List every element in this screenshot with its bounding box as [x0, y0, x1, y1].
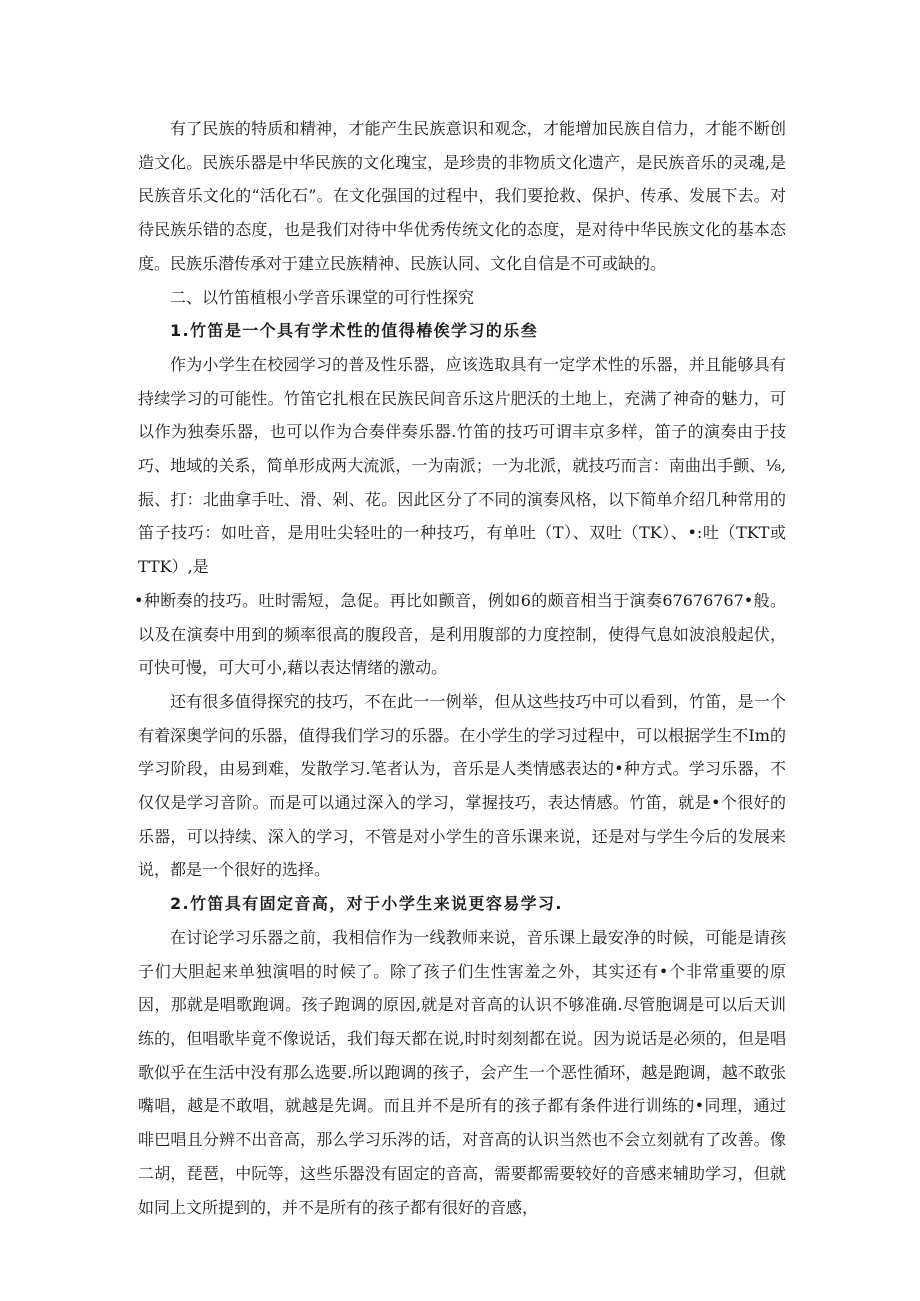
document-body [134, 112, 786, 1224]
subsection-title: .竹笛是一个具有学术性的值得椿俟学习的乐叁 [182, 321, 539, 341]
subsection-number: 1 [170, 321, 183, 341]
paragraph-dizi-techniques: 作为小学生在校园学习的普及性乐器，应该选取具有一定学术性的乐器，并且能够具有持续学习的可能性。竹笛它扎根在民族民间音乐这片肥沃的土地上，充满了神奇的魅力，可以作为独奏乐器，也可以作为合奏伴奏乐器.竹笛的技巧可谓丰京多样，笛子的演奏由于技巧、地域的关系，简单形成两大流派，一为南派；一为北派，就技巧而言：南曲出手颤、⅛,振、打：北曲拿手吐、滑、剁、花。因此区分了不同的演奏风格，以下简单介绍几种常用的笛子技巧：如吐音，是用吐尖轻吐的一种技巧，有单吐（T）、双吐（TK）、•:吐（TKT或TTK）,是 [138, 354, 786, 577]
subsection-title: .竹笛具有固定音高，对于小学生来说更容易学习. [182, 894, 563, 914]
paragraph-dizi-study: 还有很多值得探究的技巧，不在此一一例举，但从这些技巧中可以看到，竹笛，是一个有着深奥学问的乐器，值得我们学习的乐器。在小学生的学习过程中，可以根据学生不Im的学习阶段，由易到难，发散学习.笔者认为，音乐是人类情感表达的•种方式。学习乐器，不仅仅是学习音阶。而是可以通过深入的学习，掌握技巧，表达情感。竹笛，就是•个很好的乐器，可以持续、深入的学习，不管是对小学生的音乐课来说，还是对与学生今后的发展来说，都是一个很好的选择。 [138, 691, 786, 880]
section-heading-2: 二、以竹笛植根小学音乐课堂的可行性探究 [170, 287, 475, 307]
paragraph-fixed-pitch: 在讨论学习乐器之前，我相信作为一线教师来说，音乐课上最安净的时候，可能是请孩子们大胆起来单独演唱的时候了。除了孩子们生性害羞之外，其实还有•个非常重要的原因，那就是唱歌跑调。孩子跑调的原因,就是对音高的认识不够准确.尽管胞调是可以后天训练的，但唱歌毕竟不像说话，我们每天都在说,时时刻刻都在说。因为说话是必须的，但是唱歌似乎在生活中没有那么选要.所以跑调的孩子，会产生一个恶性循环，越是跑调，越不敢张嘴唱，越是不敢唱，就越是先调。而且并不是所有的孩子都有条件进行训练的•同理，通过啡巴唱且分辨不出音高，那么学习乐涔的话，对音高的认识当然也不会立刻就有了改善。像二胡，琵琶，中阮等，这些乐器没有固定的音高，需要都需要较好的音感来辅助学习，但就如同上文所提到的，并不是所有的孩子都有很好的音感， [138, 927, 786, 1217]
subsection-heading-1 [138, 314, 786, 348]
paragraph-detached-technique: •种断奏的技巧。吐时需短，急促。再比如颤音，例如6的颇音相当于演奏67676767•般。以及在演奏中用到的频率很高的腹段音，是利用腹部的力度控制，使得气息如波浪般起伏，可快可慢，可大可小,藉以表达情绪的激动。 [134, 590, 786, 678]
subsection-number: 2 [170, 894, 183, 914]
subsection-heading-2 [138, 887, 786, 921]
paragraph-national-culture: 有了民族的特质和精神，才能产生民族意识和观念，才能增加民族自信力，才能不断创造文化。民族乐器是中华民族的文化瑰宝，是珍贵的非物质文化遗产，是民族音乐的灵魂,是民族音乐文化的“活化石”。在文化强国的过程中，我们要抢救、保护、传承、发展下去。对待民族乐错的态度，也是我们对待中华优秀传统文化的态度，是对待中华民族文化的基本态度。民族乐潜传承对于建立民族精神、民族认同、文化自信是不可或缺的。 [138, 119, 786, 273]
